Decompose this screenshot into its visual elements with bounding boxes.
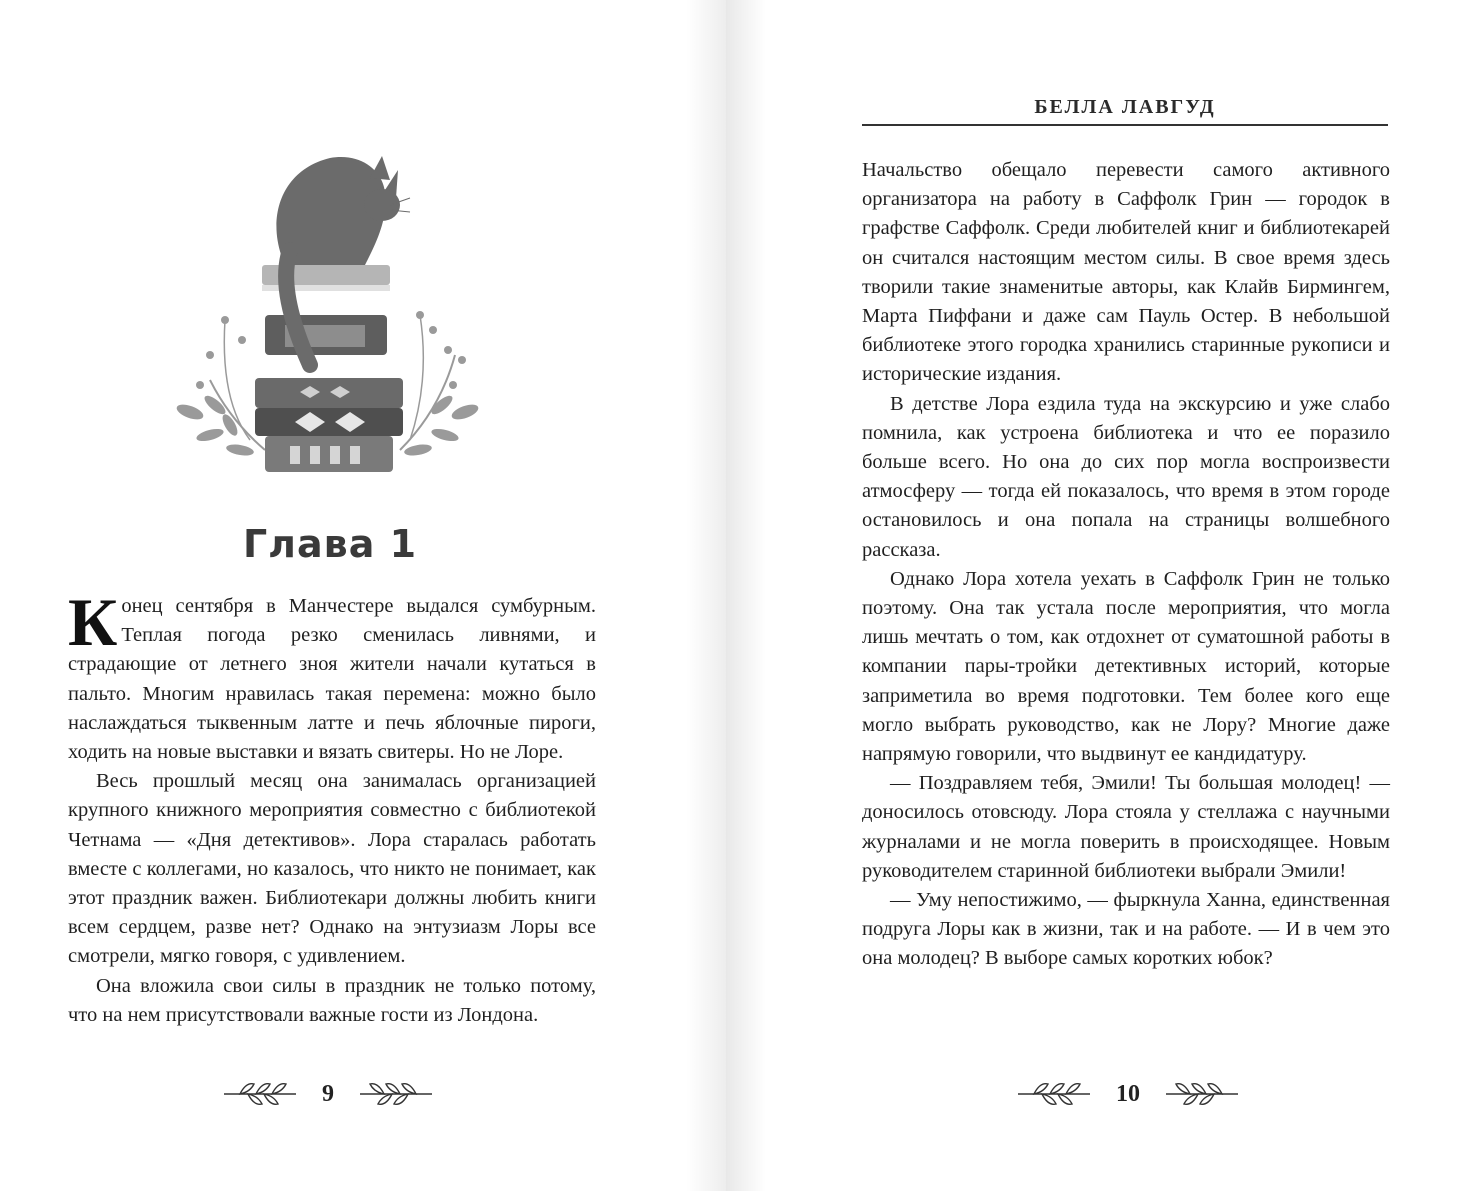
- leaf-sprig-icon: [356, 1074, 436, 1114]
- paragraph: — Уму непостижимо, — фыркнула Ханна, единственная подруга Лоры как в жизни, так и на работе. — И в чем это она молодец? В выборе самых коротких юбок?: [862, 889, 1390, 970]
- paragraph: — Поздравляем тебя, Эмили! Ты большая молодец! — доносилось отовсюду. Лора стояла у стеллажа с научными журналами и не могла поверить в происходящее. Новым руководителем старинной библиотеки выбрали Эмили!: [862, 772, 1390, 882]
- paragraph: Она вложила свои силы в праздник не только потому, что на нем присутствовали важные гости из Лондона.: [68, 974, 596, 1026]
- paragraph: Начальство обещало перевести самого активного организатора на работу в Саффолк Грин — городок в графстве Саффолк. Среди любителей книг и библиотекарей он считался настоящим местом силы. В свое время здесь творили такие знаменитые авторы, как Клайв Бирмингем, Марта Пиффани и даже сам Пауль Остер. В небольшой библиотеке этого городка хранились старинные рукописи и исторические издания.: [862, 159, 1390, 386]
- cat-on-books-illustration: [170, 150, 490, 480]
- left-page-text: [68, 584, 596, 1030]
- first-paragraph-text: онец сентября в Манчестере выдался сумбурным. Теплая погода резко сменилась ливнями, и страдающие от летнего зноя жители начали кутаться в пальто. Многим нравилась такая перемена: можно было наслаждаться тыквенным латте и печь яблочные пироги, ходить на новые выставки и вязать свитеры. Но не Лоре.: [68, 595, 596, 764]
- leaf-sprig-icon: [220, 1074, 300, 1114]
- leaf-sprig-icon: [1162, 1074, 1242, 1114]
- gutter-shadow: [686, 0, 726, 1191]
- page-number: 10: [1116, 1080, 1140, 1107]
- right-page-text: [862, 156, 1390, 974]
- paragraph: В детстве Лора ездила туда на экскурсию и уже слабо помнила, как устроена библиотека и что ее поразило больше всего. Но она до сих пор могла воспроизвести атмосферу — тогда ей показалось, что время в этом городе остановилось и она попала на страницы волшебного рассказа.: [862, 392, 1390, 561]
- paragraph: Весь прошлый месяц она занималась организацией крупного книжного мероприятия совместно с библиотекой Четнама — «Дня детективов». Лора старалась работать вместе с коллегами, но казалось, что никто не понимает, как этот праздник важен. Библиотекари должны любить книги всем сердцем, разве нет? Однако на энтузиазм Лоры все смотрели, мягко говоря, с удивлением.: [68, 770, 596, 968]
- page-number-footer: [220, 1074, 436, 1114]
- page-number-footer: [1014, 1074, 1242, 1114]
- gutter-shadow: [726, 0, 766, 1191]
- first-paragraph: [68, 584, 596, 767]
- leaf-sprig-icon: [1014, 1074, 1094, 1114]
- running-head: БЕЛЛА ЛАВГУД: [862, 96, 1388, 126]
- page-number: 9: [322, 1080, 334, 1107]
- chapter-title: Глава 1: [242, 522, 418, 566]
- left-page: [0, 0, 726, 1191]
- paragraph: Однако Лора хотела уехать в Саффолк Грин не только поэтому. Она так устала после мероприятия, что могла лишь мечтать о том, как отдохнет от суматошной работы в компании пары-тройки детективных историй, которые заприметила во время подготовки. Тем более кого еще могло выбрать руководство, как не Лору? Многие даже напрямую говорили, что выдвинут ее кандидатуру.: [862, 567, 1390, 766]
- drop-cap: К: [68, 584, 118, 660]
